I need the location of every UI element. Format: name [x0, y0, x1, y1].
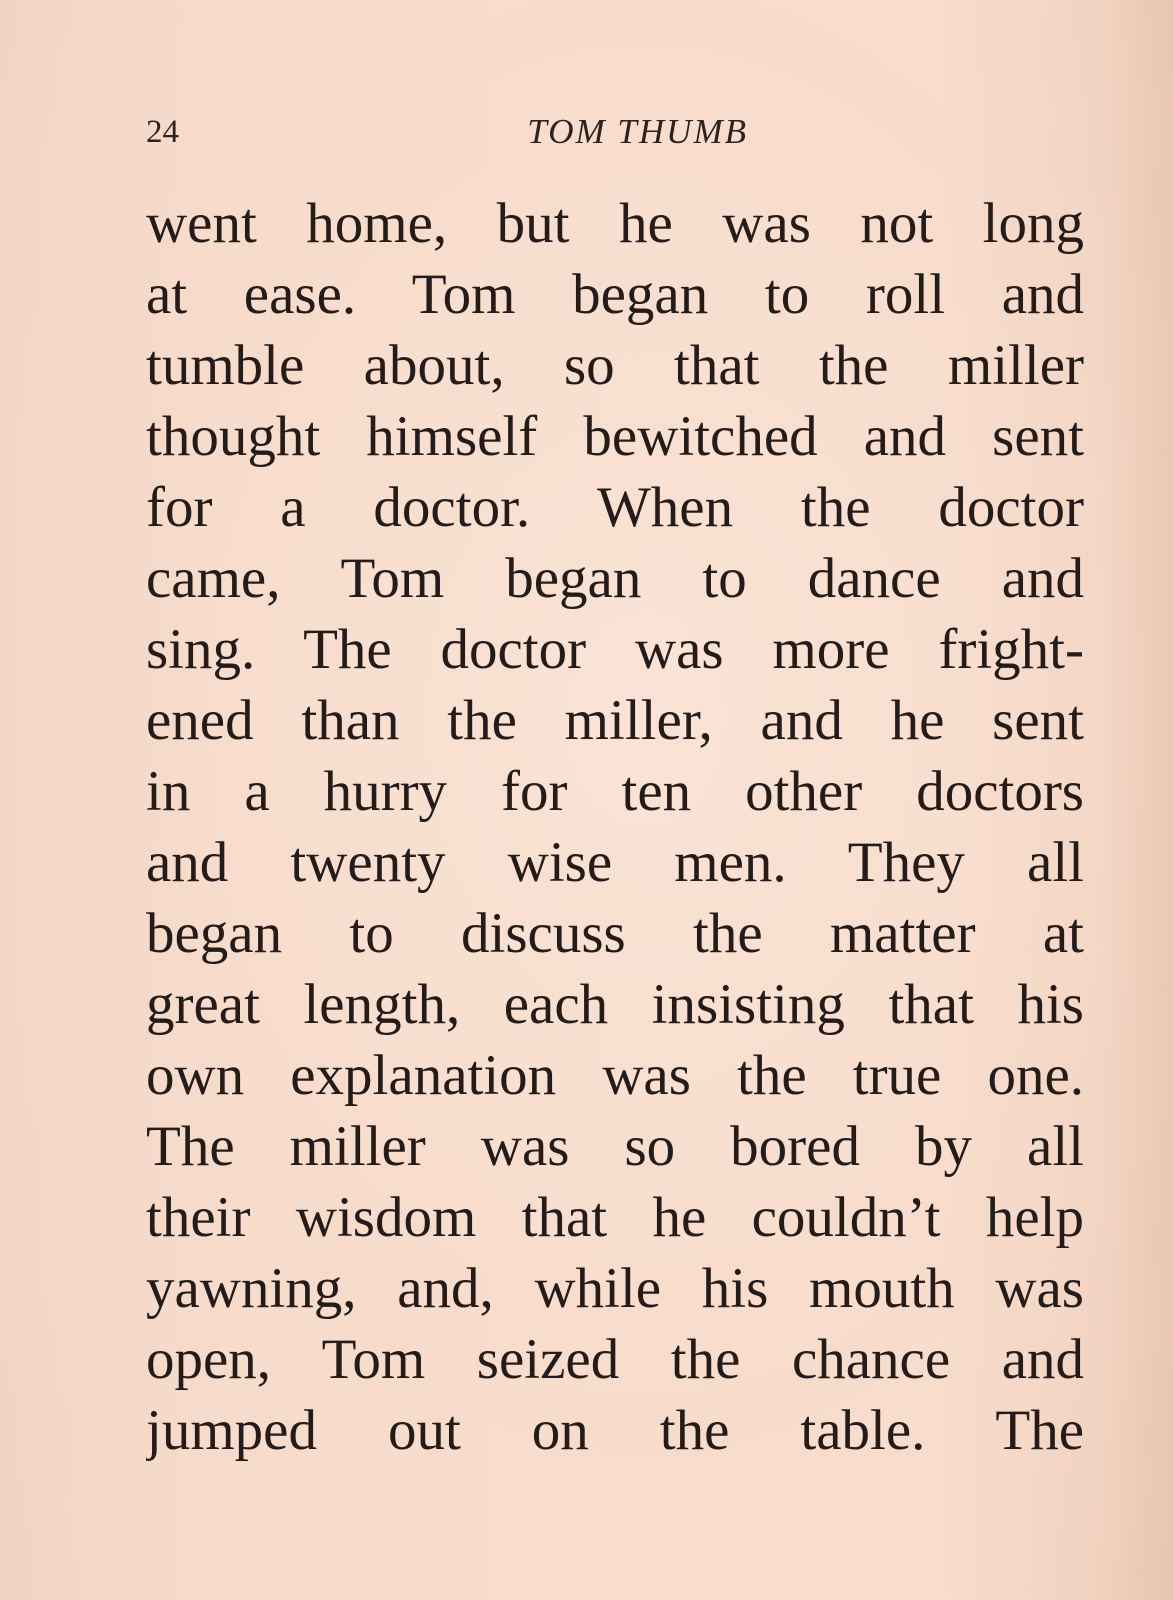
text-line: began to discuss the matter at	[146, 902, 1084, 965]
text-line: and twenty wise men. They all	[146, 831, 1084, 894]
text-line: in a hurry for ten other doctors	[146, 760, 1084, 823]
text-line: for a doctor. When the doctor	[146, 476, 1084, 539]
text-line: own explanation was the true one.	[146, 1044, 1084, 1107]
text-line: sing. The doctor was more fright-	[146, 618, 1084, 681]
page-number: 24	[146, 114, 179, 150]
text-line: ened than the miller, and he sent	[146, 689, 1084, 752]
text-line: came, Tom began to dance and	[146, 547, 1084, 610]
text-line: thought himself bewitched and sent	[146, 405, 1084, 468]
body-text	[146, 188, 1084, 1466]
text-line: yawning, and, while his mouth was	[146, 1257, 1084, 1320]
page-edge-shadow	[1103, 0, 1173, 1600]
text-line: tumble about, so that the miller	[146, 334, 1084, 397]
text-line: open, Tom seized the chance and	[146, 1328, 1084, 1391]
page-header	[146, 110, 748, 160]
text-line: jumped out on the table. The	[146, 1399, 1084, 1462]
text-line: went home, but he was not long	[146, 192, 1084, 255]
text-line: The miller was so bored by all	[146, 1115, 1084, 1178]
running-title: TOM THUMB	[527, 112, 748, 151]
text-line: at ease. Tom began to roll and	[146, 263, 1084, 326]
text-line: great length, each insisting that his	[146, 973, 1084, 1036]
text-line: their wisdom that he couldn’t help	[146, 1186, 1084, 1249]
